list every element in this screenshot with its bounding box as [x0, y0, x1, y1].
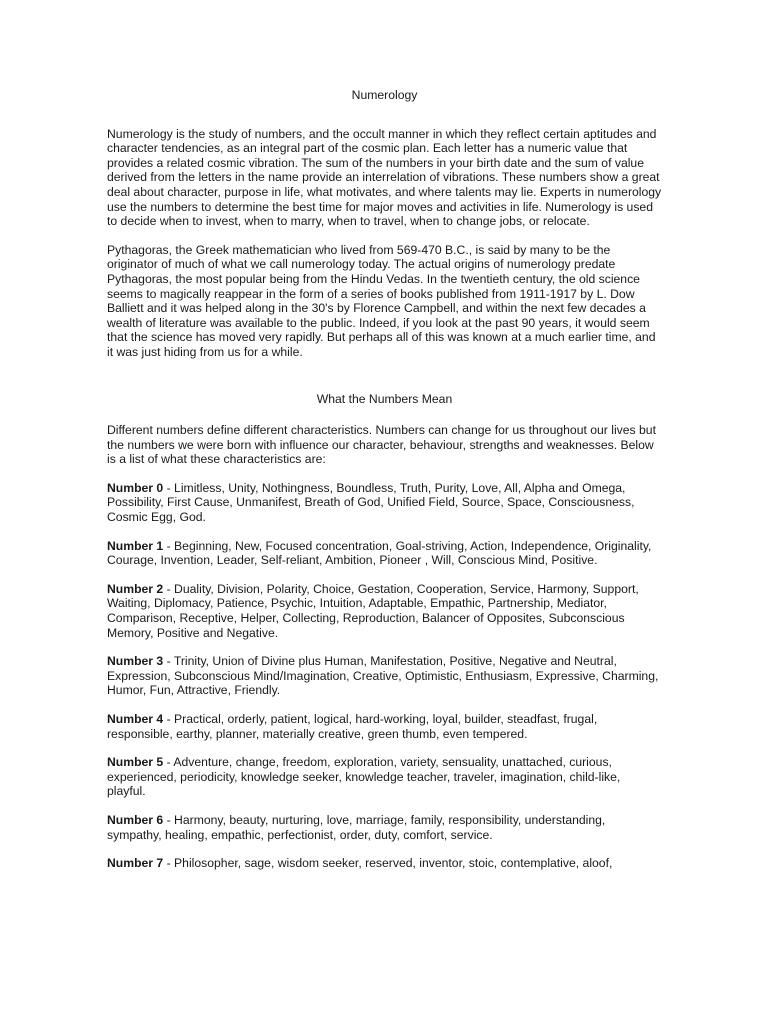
number-description: - Trinity, Union of Divine plus Human, Manifestation, Positive, Negative and Neutral, Expression, Subconscious Mind/Imagination, Creative, Optimistic, Enthusiasm, Expressive, Charming, Humor, Fun, Attractive, Friendly. — [107, 654, 659, 698]
number-description: - Beginning, New, Focused concentration, Goal-striving, Action, Independence, Originality, Courage, Invention, Leader, Self-reliant, Ambition, Pioneer , Will, Conscious Mind, Positive. — [107, 538, 652, 568]
number-description: - Adventure, change, freedom, exploration, variety, sensuality, unattached, curious, experienced, periodicity, knowledge seeker, knowledge teacher, traveler, imagination, child-like, playful. — [107, 755, 621, 799]
number-entry-2 — [107, 582, 662, 640]
number-entry-3 — [107, 654, 662, 698]
number-label: Number 5 — [107, 755, 164, 770]
number-label: Number 7 — [107, 856, 164, 871]
history-paragraph: Pythagoras, the Greek mathematician who lived from 569-470 B.C., is said by many to be the originator of much of what we call numerology today. The actual origins of numerology predate Pythagoras, the most popular being from the Hindu Vedas. In the twentieth century, the old science seems to magically reappear in the form of a series of books published from 1911-1917 by L. Dow Balliett and it was helped along in the 30's by Florence Campbell, and within the next few decades a wealth of literature was available to the public. Indeed, if you look at the past 90 years, it would seem that the science has moved very rapidly. But perhaps all of this was known at a much earlier time, and it was just hiding from us for a while. — [107, 242, 656, 359]
number-label: Number 1 — [107, 538, 164, 553]
number-label: Number 2 — [107, 581, 164, 596]
number-entry-4 — [107, 712, 662, 741]
number-description: - Harmony, beauty, nurturing, love, marriage, family, responsibility, understanding, sympathy, healing, empathic, perfectionist, order, duty, comfort, service. — [107, 812, 606, 842]
number-description: - Philosopher, sage, wisdom seeker, reserved, inventor, stoic, contemplative, aloof, — [163, 856, 613, 871]
number-description: - Limitless, Unity, Nothingness, Boundless, Truth, Purity, Love, All, Alpha and Omega, Possibility, First Cause, Unmanifest, Breath of God, Unified Field, Source, Space, Consciousness, Cosmic Egg, God. — [107, 480, 635, 525]
number-entry-6 — [107, 813, 662, 842]
section-intro-paragraph: Different numbers define different characteristics. Numbers can change for us throughout our lives but the numbers we were born with influence our character, behaviour, strengths and weaknesses. Below is a list of what these characteristics are: — [107, 423, 656, 467]
number-label: Number 4 — [107, 712, 164, 726]
number-label: Number 0 — [107, 480, 164, 495]
section-heading: What the Numbers Mean — [316, 391, 453, 406]
intro-paragraph: Numerology is the study of numbers, and the occult manner in which they reflect certain aptitudes and character tendencies, as an integral part of the cosmic plan. Each letter has a numeric value that provides a related cosmic vibration. The sum of the numbers in your birth date and the sum of value derived from the letters in the name provide an interrelation of vibrations. These numbers show a great deal about character, purpose in life, what motivates, and where talents may lie. Experts in numerology use the numbers to determine the best time for major moves and activities in life. Numerology is used to decide when to invest, when to marry, when to travel, when to change jobs, or relocate. — [107, 126, 662, 229]
number-description: - Practical, orderly, patient, logical, hard-working, loyal, builder, steadfast, frugal, responsible, earthy, planner, materially creative, green thumb, even tempered. — [107, 712, 598, 741]
number-entry-0 — [107, 481, 662, 525]
number-label: Number 3 — [107, 654, 164, 669]
number-entry-5 — [107, 755, 662, 799]
document-page — [107, 88, 662, 885]
number-entry-1 — [107, 539, 662, 568]
number-description: - Duality, Division, Polarity, Choice, Gestation, Cooperation, Service, Harmony, Support, Waiting, Diplomacy, Patience, Psychic, Intuition, Adaptable, Empathic, Partnership, Mediator, Comparison, Receptive, Helper, Collecting, Reproduction, Balancer of Opposites, Subconscious Memory, Positive and Negative. — [107, 581, 639, 640]
number-entry-7 — [107, 856, 662, 871]
number-label: Number 6 — [107, 812, 164, 827]
page-title: Numerology — [351, 88, 418, 102]
